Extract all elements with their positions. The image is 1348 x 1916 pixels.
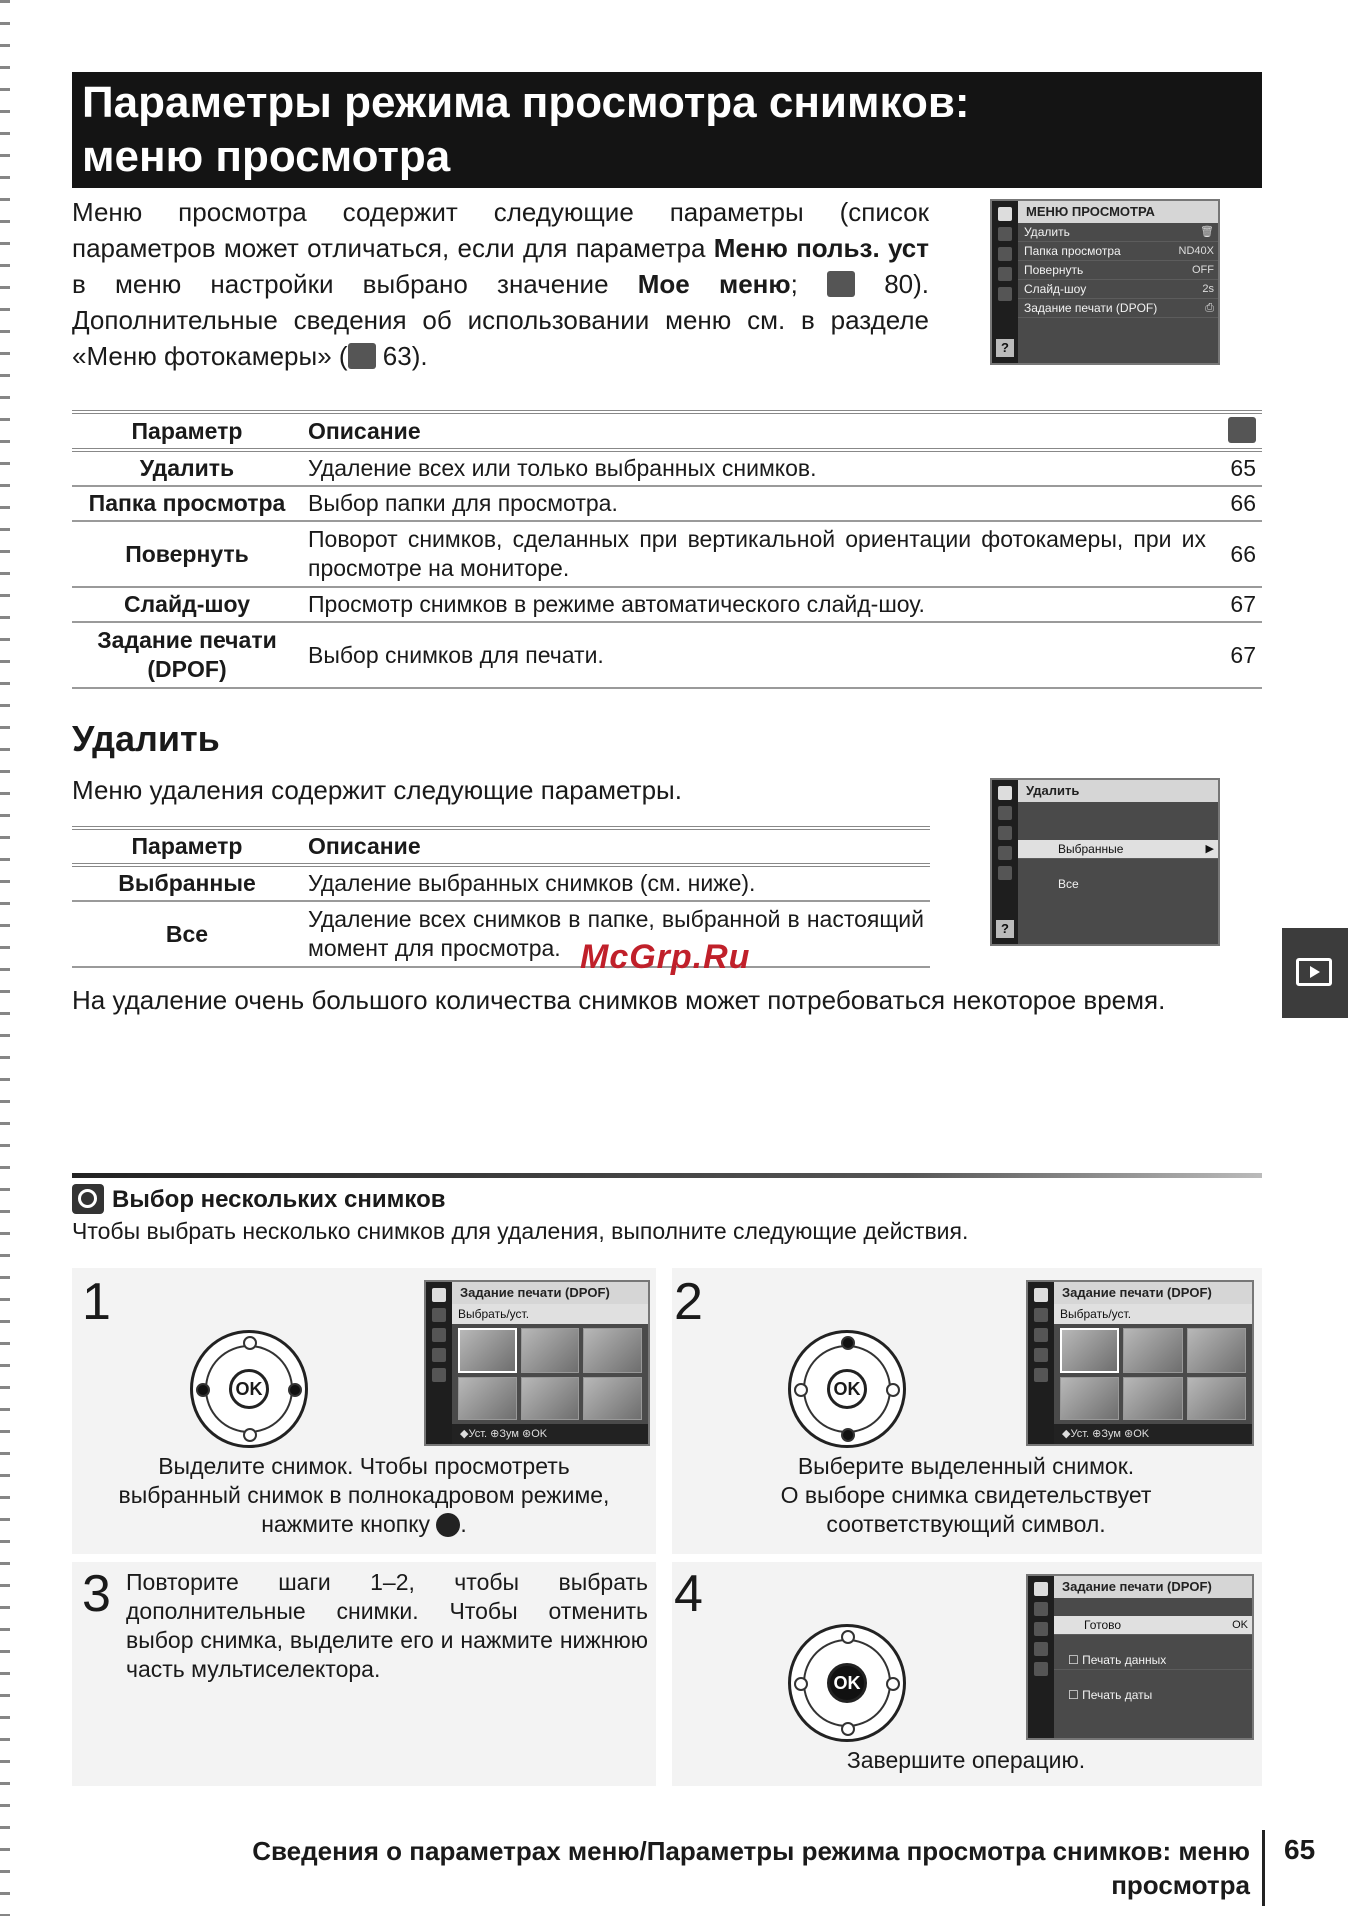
title-line-2: меню просмотра	[82, 132, 451, 181]
page-number: 65	[1284, 1834, 1316, 1865]
delete-intro: Меню удаления содержит следующие параметры.	[72, 775, 682, 805]
binding-edge	[0, 0, 10, 1916]
multi-selector-dial: OK	[788, 1330, 906, 1448]
menu-item: Слайд-шоу 2s	[1018, 280, 1218, 299]
screen-header: Удалить	[1018, 780, 1218, 802]
table-row: Повернуть Поворот снимков, сделанных при вертикальной ориентации фотокамеры, при их просмотре на мониторе. 66	[72, 521, 1262, 587]
menu-item: Удалить 🗑	[1018, 223, 1218, 242]
help-icon: ?	[996, 920, 1014, 938]
title-line-1: Параметры режима просмотра снимков:	[82, 78, 970, 127]
menu-item: Задание печати (DPOF) ⎙	[1018, 299, 1218, 318]
tip-subtitle: Чтобы выбрать несколько снимков для удаления, выполните следующие действия.	[72, 1218, 969, 1244]
footer-breadcrumb: Сведения о параметрах меню/Параметры режима просмотра снимков: меню просмотра	[252, 1836, 1250, 1900]
page-reference-icon	[827, 271, 855, 297]
playback-options-table: Параметр Описание Удалить Удаление всех или только выбранных снимков. 65 Папка просмотра Выбор папки для просмотра. 66 Повернуть Поворот снимков, сделанных при вертикальной ориентации фотокамеры, при их просмотре на мониторе. 66 Слайд-шоу Просмотр снимков в режиме автоматического слайд-шоу. 67 Задание печати (DPOF) Выбор снимков для печати. 67	[72, 410, 1262, 689]
delete-note: На удаление очень большого количества снимков может потребоваться некоторое время.	[72, 985, 1166, 1015]
table-row: Удалить Удаление всех или только выбранных снимков. 65	[72, 450, 1262, 486]
step-text: Повторите шаги 1–2, чтобы выбрать дополнительные снимки. Чтобы отменить выбор снимка, выделите его и нажмите нижнюю часть мультиселектора.	[126, 1569, 648, 1682]
zoom-button-icon	[436, 1513, 460, 1537]
step-number: 2	[674, 1273, 703, 1331]
delete-heading: Удалить	[72, 718, 220, 759]
dpof-screen: Задание печати (DPOF) Выбрать/уст. ◆Уст. ⊕Зум ⊛OK	[1026, 1280, 1254, 1446]
dpof-done-screen: Задание печати (DPOF) Готово OK ☐ Печать данных ☐ Печать даты	[1026, 1574, 1254, 1740]
playback-icon	[1296, 958, 1332, 986]
step-number: 4	[674, 1565, 703, 1623]
table-row: Папка просмотра Выбор папки для просмотра. 66	[72, 486, 1262, 521]
step-number: 1	[82, 1273, 111, 1331]
magnifier-icon	[72, 1184, 104, 1214]
footer-divider	[1262, 1830, 1265, 1906]
watermark: McGrp.Ru	[580, 938, 751, 976]
step-text: Выберите выделенный снимок. О выборе снимка свидетельствует соответствующий символ.	[780, 1453, 1152, 1537]
help-icon: ?	[996, 339, 1014, 357]
multi-selector-dial: OK	[788, 1624, 906, 1742]
dpof-screen: Задание печати (DPOF) Выбрать/уст. ◆Уст. ⊕Зум ⊛OK	[424, 1280, 650, 1446]
page-title	[72, 72, 1262, 188]
step-text: Завершите операцию.	[846, 1747, 1086, 1773]
menu-item-selected: Выбранные ▶	[1018, 840, 1218, 859]
menu-side-icons	[992, 201, 1018, 363]
page-reference-icon	[1228, 417, 1256, 443]
table-row: Задание печати (DPOF) Выбор снимков для печати. 67	[72, 622, 1262, 688]
page-reference-icon	[348, 343, 376, 369]
tip-title: Выбор нескольких снимков	[112, 1186, 446, 1213]
multi-selector-dial: OK	[190, 1330, 308, 1448]
menu-item: Повернуть OFF	[1018, 261, 1218, 280]
table-row: Выбранные Удаление выбранных снимков (см. ниже).	[72, 865, 930, 901]
delete-menu-screen	[990, 778, 1220, 946]
step-text: Выделите снимок. Чтобы просмотреть выбранный снимок в полнокадровом режиме, нажмите кнопку .	[118, 1453, 610, 1537]
tip-divider	[72, 1173, 1262, 1178]
intro-paragraph: Меню просмотра содержит следующие параметры (список параметров может отличаться, если для параметра Меню польз. уст в меню настройки выбрано значение Мое меню; 80). Дополнительные сведения об использовании меню см. в разделе «Меню фотокамеры» ( 63).	[72, 197, 930, 371]
menu-item: Все	[1058, 877, 1079, 891]
table-row: Все Удаление всех снимков в папке, выбранной в настоящий момент для просмотра.	[72, 901, 930, 967]
step-number: 3	[82, 1565, 111, 1623]
playback-menu-screen	[990, 199, 1220, 365]
screen-header: МЕНЮ ПРОСМОТРА	[1018, 201, 1218, 223]
playback-section-tab	[1282, 928, 1348, 1018]
menu-item: Папка просмотра ND40X	[1018, 242, 1218, 261]
table-row: Слайд-шоу Просмотр снимков в режиме автоматического слайд-шоу. 67	[72, 587, 1262, 622]
delete-options-table: Параметр Описание Выбранные Удаление выбранных снимков (см. ниже). Все Удаление всех снимков в папке, выбранной в настоящий момент для просмотра.	[72, 826, 930, 968]
